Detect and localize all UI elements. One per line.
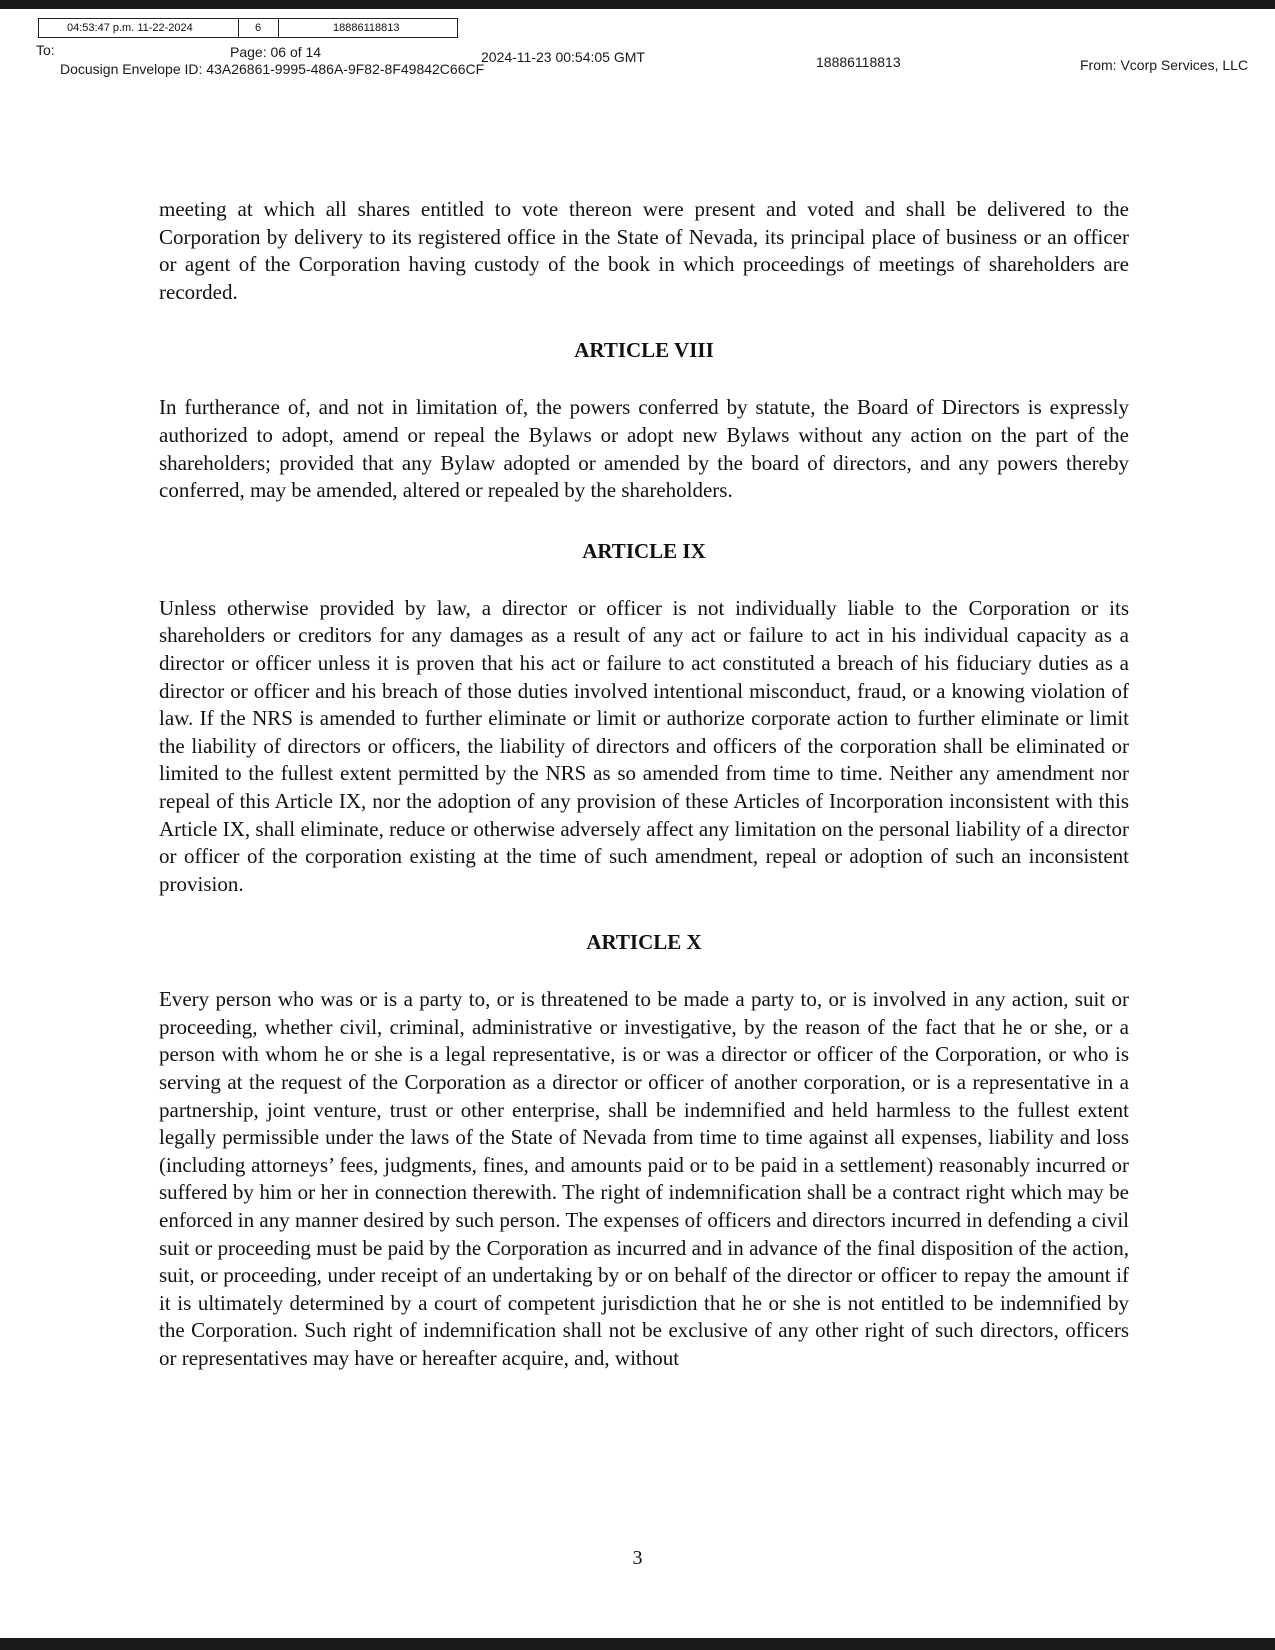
article-viii-text: In furtherance of, and not in limitation of, the powers conferred by statute, the Board of Directors is expressly authorized to adopt, amend or repeal the Bylaws or adopt new Bylaws without any action on the part of the shareholders; provided that any Bylaw adopted or amended by the board of directors, and any powers thereby conferred, may be amended, altered or repealed by the shareholders. xyxy=(159,395,1129,503)
transmission-timestamp: 2024-11-23 00:54:05 GMT xyxy=(481,49,645,65)
article-viii-heading: ARTICLE VIII xyxy=(574,338,714,363)
continued-paragraph: meeting at which all shares entitled to vote thereon were present and voted and shall be delivered to the Corporation by delivery to its registered office in the State of Nevada, its principal place of business or an officer or agent of the Corporation having custody of the book in which proceedings of meetings of shareholders are recorded. xyxy=(159,197,1129,304)
page-indicator: Page: 06 of 14 xyxy=(230,44,322,60)
article-x-text: Every person who was or is a party to, or is threatened to be made a party to, or is involved in any action, suit or proceeding, whether civil, criminal, administrative or investigative, by the reason of the fact that he or she, or a person with whom he or she is a legal representative, is or was a director or officer of the Corporation, or who is serving at the request of the Corporation as a director or officer of another corporation, or is a representative in a partnership, joint venture, trust or other enterprise, shall be indemnified and held harmless to the fullest extent legally permissible under the laws of the State of Nevada from time to time against all expenses, liability and loss (including attorneys’ fees, judgments, fines, and amounts paid or to be paid in a settlement) reasonably incurred or suffered by him or her in connection therewith. The right of indemnification shall be a contract right which may be enforced in any manner desired by such person. The expenses of officers and directors incurred in defending a civil suit or proceeding must be paid by the Corporation as incurred and in advance of the final disposition of the action, suit, or proceeding, under receipt of an undertaking by or on behalf of the director or officer to repay the amount if it is ultimately determined by a court of competent jurisdiction that he or she is not entitled to be indemnified by the Corporation. Such right of indemnification shall not be exclusive of any other right of such directors, officers or representatives may have or hereafter acquire, and, without xyxy=(159,987,1129,1370)
to-label: To: xyxy=(36,42,55,58)
scan-bottom-edge xyxy=(0,1638,1275,1650)
article-ix-text: Unless otherwise provided by law, a director or officer is not individually liable to the Corporation or its shareholders or creditors for any damages as a result of any act or failure to act in his individual capacity as a director or officer unless it is proven that his act or failure to act constituted a breach of his fiduciary duties as a director or officer and his breach of those duties involved intentional misconduct, fraud, or a knowing violation of law. If the NRS is amended to further eliminate or limit or authorize corporate action to further eliminate or limit the liability of directors or officers, the liability of directors and officers of the corporation shall be eliminated or limited to the fullest extent permitted by the NRS as so amended from time to time. Neither any amendment nor repeal of this Article IX, nor the adoption of any provision of these Articles of Incorporation inconsistent with this Article IX, shall eliminate, reduce or otherwise adversely affect any limitation on the personal liability of a director or officer of the corporation existing at the time of such amendment, repeal or adoption of such an inconsistent provision. xyxy=(159,595,1129,896)
from-label: From: Vcorp Services, LLC xyxy=(1080,57,1249,73)
article-x-heading: ARTICLE X xyxy=(586,930,702,955)
fax-header-box xyxy=(38,18,458,38)
page-number: 3 xyxy=(632,1547,643,1569)
fax-time: 04:53:47 p.m. 11-22-2024 xyxy=(39,19,239,37)
transmission-number: 18886118813 xyxy=(816,54,901,70)
fax-number: 18886118813 xyxy=(333,22,400,34)
fax-page-count: 6 xyxy=(239,19,279,37)
document-body xyxy=(159,196,1129,1373)
envelope-id: Docusign Envelope ID: 43A26861-9995-486A-9F82-8F49842C66CF xyxy=(60,61,485,77)
article-ix-heading: ARTICLE IX xyxy=(582,538,706,563)
scan-top-edge xyxy=(0,0,1275,9)
